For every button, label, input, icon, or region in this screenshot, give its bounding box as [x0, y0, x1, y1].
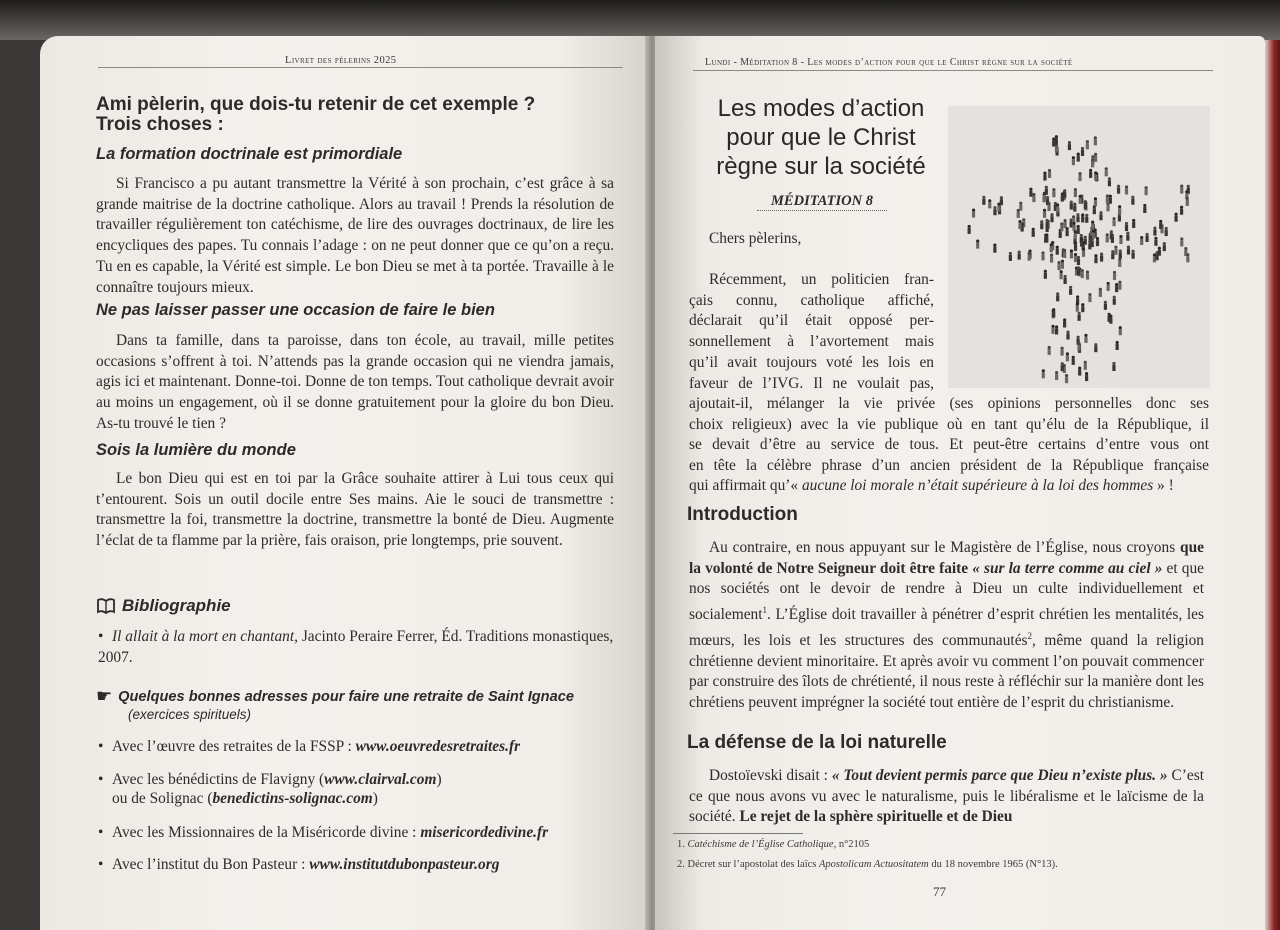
person-figure [1048, 346, 1051, 355]
person-figure [1045, 186, 1048, 195]
introduction-heading: Introduction [687, 504, 798, 525]
person-figure [1065, 374, 1068, 383]
person-figure [1081, 269, 1084, 278]
footnote-2 [677, 859, 1058, 870]
text-line: en tête la célèbre phrase d’un ancien président de la République française [689, 457, 1209, 475]
person-figure [993, 244, 996, 253]
person-figure [1050, 213, 1053, 222]
salutation: Chers pèlerins, [709, 230, 802, 247]
quote-suffix: » ! [1153, 477, 1174, 494]
person-figure [1145, 233, 1148, 242]
person-figure [1052, 188, 1055, 197]
person-figure [1113, 296, 1116, 305]
person-figure [1096, 237, 1099, 246]
person-figure [1060, 222, 1063, 231]
page-heading-line1: Ami pèlerin, que dois-tu retenir de cet exemple ? [96, 94, 536, 115]
text-line: sonnellement à l’avortement mais [689, 333, 934, 351]
person-figure [997, 202, 1000, 211]
address-label: Avec l’institut du Bon Pasteur : [112, 856, 310, 873]
person-figure [1105, 167, 1108, 176]
bibliography-book-title: Il allait à la mort en chantant, [112, 628, 298, 645]
addresses-heading [96, 686, 636, 722]
person-figure [1043, 209, 1046, 218]
person-figure [1154, 237, 1157, 246]
person-figure [1186, 253, 1189, 262]
cross-of-people-image [948, 106, 1210, 388]
bibliography-title: Bibliographie [122, 596, 231, 615]
person-figure [1057, 261, 1060, 270]
person-figure [1074, 230, 1077, 239]
person-figure [1028, 252, 1031, 261]
person-figure [1078, 172, 1081, 181]
running-head-left: Livret des pèlerins 2025 [285, 55, 397, 66]
person-figure [1042, 369, 1045, 378]
header-rule [693, 70, 1213, 71]
person-figure [1077, 256, 1080, 265]
person-figure [1119, 326, 1122, 335]
person-figure [1180, 237, 1183, 246]
person-figure [1108, 177, 1111, 186]
section-text-formation: Si Francisco a pu autant transmettre la Vérité à son prochain, c’est grâce à sa grande maitrise de la doctrine catholique. Alors au travail ! Prends la résolution de travailler régulièrement ton catéchisme, de lire des ouvrages doctrinaux, de lire les encycliques des papes. Tu connais l’adage : on ne peut donner que ce qu’on a reçu. Tu en es capable, la Vérité est simple. Le bon Dieu se met à ta portée. Travaille à le connaître toujours mieux. [96, 175, 614, 296]
intro-continued-text [689, 394, 1209, 477]
person-figure [1063, 318, 1066, 327]
person-figure [1066, 352, 1069, 361]
person-figure [1099, 211, 1102, 220]
person-figure [1106, 202, 1109, 211]
person-figure [1086, 140, 1089, 149]
person-figure [988, 199, 991, 208]
person-figure [1163, 242, 1166, 251]
person-figure [1079, 195, 1082, 204]
text-line: choix religieux) avec la vie publique où en tant qu’élu de la République, il [689, 415, 1209, 433]
intro-text-quote: « sur la terre comme au ciel » [968, 559, 1163, 577]
address-link[interactable]: www.oeuvredesretraites.fr [355, 738, 521, 755]
person-figure [1052, 308, 1055, 317]
person-figure [1132, 219, 1135, 228]
person-figure [1119, 235, 1122, 244]
person-figure [1081, 213, 1084, 222]
person-figure [1092, 230, 1095, 239]
person-figure [1180, 206, 1183, 215]
person-figure [1125, 185, 1128, 194]
person-figure [1069, 286, 1072, 295]
text-line: déclarait qu’il était opposé per- [689, 312, 934, 330]
person-figure [1086, 271, 1089, 280]
person-figure [1032, 193, 1035, 202]
background-top [0, 0, 1280, 40]
person-figure [1118, 258, 1121, 267]
person-figure [1029, 188, 1032, 197]
book-cover-edge [1265, 40, 1280, 930]
person-figure [1063, 249, 1066, 258]
person-figure [1040, 220, 1043, 229]
person-figure [1056, 246, 1059, 255]
footnote-1 [677, 839, 869, 850]
person-figure [1116, 341, 1119, 350]
person-figure [1076, 213, 1079, 222]
person-figure [1077, 153, 1080, 162]
introduction-text [689, 538, 1204, 714]
person-figure [1145, 186, 1148, 195]
person-figure [1104, 301, 1107, 310]
person-figure [1072, 222, 1075, 231]
header-rule [98, 67, 623, 68]
person-figure [1017, 209, 1020, 218]
address-label: Avec l’œuvre des retraites de la FSSP : [112, 738, 356, 755]
intro-text-f: , même quand la religion chrétienne devient minoritaire. Et après avoir vu comment l’on pouvait commencer par construire des îlots de chrétienté, il nous reste à réfléchir sur la manière dont les chrétiens peuvent imprégner la société tout entière de l’esprit du christianisme. [689, 632, 1204, 712]
person-figure [1094, 343, 1097, 352]
person-figure [1074, 253, 1077, 262]
person-figure [1165, 227, 1168, 236]
person-figure [1131, 250, 1134, 259]
address-label: Avec les Missionnaires de la Miséricorde divine : [112, 824, 421, 841]
person-figure [1055, 143, 1058, 152]
person-figure [1055, 371, 1058, 380]
person-figure [1093, 205, 1096, 214]
person-figure [1094, 197, 1097, 206]
person-figure [968, 225, 971, 234]
person-figure [1050, 243, 1053, 252]
person-figure [1109, 315, 1112, 324]
right-page [655, 36, 1265, 930]
person-figure [1125, 222, 1128, 231]
person-figure [972, 208, 975, 217]
footnote-number: 1. [677, 839, 688, 850]
person-figure [1082, 248, 1085, 257]
person-figure [1109, 195, 1112, 204]
person-figure [1094, 254, 1097, 263]
person-figure [1060, 347, 1063, 356]
person-figure [976, 240, 979, 249]
intro-text-bold: que la volonté de Notre Seigneur doit être faite [689, 539, 1204, 577]
left-page [40, 36, 650, 930]
person-figure [1089, 169, 1092, 178]
section-title-formation: La formation doctrinale est primordiale [96, 145, 403, 163]
page-number: 77 [933, 884, 946, 899]
running-head-right: Lundi - Méditation 8 - Les modes d’action pour que le Christ règne sur la société [705, 57, 1073, 68]
person-figure [1019, 202, 1022, 211]
person-figure [1060, 270, 1063, 279]
defense-heading: La défense de la loi naturelle [687, 732, 947, 753]
person-figure [1080, 237, 1083, 246]
person-figure [1084, 361, 1087, 370]
person-figure [1078, 366, 1081, 375]
person-figure [1113, 271, 1116, 280]
person-figure [982, 196, 985, 205]
person-figure [1056, 203, 1059, 212]
person-figure [1158, 247, 1161, 256]
person-figure [1088, 293, 1091, 302]
article-title: Les modes d’action pour que le Christ règne sur la société [716, 95, 926, 180]
person-figure [1061, 260, 1064, 269]
text-line: Récemment, un politicien fran- [709, 271, 934, 288]
person-figure [1073, 203, 1076, 212]
person-figure [1140, 236, 1143, 245]
person-figure [1118, 205, 1121, 214]
defense-quote: « Tout devient permis parce que Dieu n’existe plus. » [831, 767, 1168, 784]
address-item-bon-pasteur: • Avec l’institut du Bon Pasteur : www.institutdubonpasteur.org [98, 856, 500, 873]
person-figure [1117, 185, 1120, 194]
text-line: faveur de l’IVG. Il ne voulait pas, [689, 374, 934, 392]
person-figure [1174, 213, 1177, 222]
book-icon [96, 597, 116, 615]
person-figure [1099, 288, 1102, 297]
footnote-ref-1: 1 [762, 605, 768, 616]
person-figure [1091, 238, 1094, 247]
person-figure [1032, 228, 1035, 237]
person-figure [1119, 249, 1122, 258]
intro-text-d: et que nos sociétés ont le devoir de rendre à Dieu un culte individuellement et socialement [689, 559, 1204, 624]
person-figure [1085, 214, 1088, 223]
person-figure [1094, 171, 1097, 180]
footnote-detail: , n°2105 [833, 839, 870, 850]
quote-text: aucune loi morale n’était supérieure à la loi des hommes [801, 477, 1154, 494]
address-item-flavigny: • Avec les bénédictins de Flavigny (www.clairval.com) [98, 771, 442, 788]
footnote-ref-2: 2 [1027, 630, 1033, 641]
person-figure [1112, 362, 1115, 371]
person-figure [1050, 254, 1053, 263]
person-figure [1107, 282, 1110, 291]
person-figure [1070, 200, 1073, 209]
person-figure [1111, 250, 1114, 259]
person-figure [1072, 356, 1075, 365]
person-figure [993, 206, 996, 215]
footnote-source: Apostolicam Actuositatem [819, 859, 929, 870]
person-figure [1077, 225, 1080, 234]
address-item-misericorde: • Avec les Missionnaires de la Miséricorde divine : misericordedivine.fr [98, 824, 549, 841]
text-line: çais connu, catholique affiché, [689, 291, 934, 309]
person-figure [1186, 197, 1189, 206]
defense-text-bold: Le rejet de la sphère spirituelle et de Dieu [739, 808, 1013, 826]
person-figure [1056, 292, 1059, 301]
bibliography-heading [96, 596, 231, 616]
text-line: se devait d’être au service de tous. Et peut-être certains d’entre vous ont [689, 436, 1209, 454]
person-figure [1153, 226, 1156, 235]
person-figure [1091, 220, 1094, 229]
person-figure [1084, 200, 1087, 209]
intro-text-e: . L’Église doit travailler à pénétrer d’esprit chrétien les mentalités, les mœurs, les lois et les structures des communautés [689, 606, 1204, 650]
person-figure [1072, 156, 1075, 165]
person-figure [1126, 232, 1129, 241]
person-figure [1074, 188, 1077, 197]
footnote-detail: du 18 novembre 1965 (N°13). [928, 859, 1058, 870]
person-figure [1106, 233, 1109, 242]
footnote-rule [673, 833, 803, 834]
person-figure [1091, 158, 1094, 167]
person-figure [1074, 242, 1077, 251]
footnote-source: Catéchisme de l’Église Catholique [687, 839, 834, 850]
person-figure [1009, 252, 1012, 261]
person-figure [1063, 189, 1066, 198]
defense-text [689, 766, 1204, 828]
defense-text-a: Dostoïevski disait : [709, 767, 832, 784]
person-figure [1068, 141, 1071, 150]
section-title-occasion: Ne pas laisser passer une occasion de faire le bien [96, 301, 495, 319]
person-figure [1110, 230, 1113, 239]
person-figure [1044, 234, 1047, 243]
addresses-title: Quelques bonnes adresses pour faire une retraite de Saint Ignace [118, 688, 574, 705]
person-figure [1070, 249, 1073, 258]
person-figure [1115, 283, 1118, 292]
pointing-hand-icon: ☛ [96, 686, 113, 706]
address-link[interactable]: misericordedivine.fr [420, 824, 549, 841]
person-figure [1064, 275, 1067, 284]
person-figure [1143, 204, 1146, 213]
quote-line [689, 477, 1174, 495]
person-figure [1084, 334, 1087, 343]
text-line: ajoutait-il, mélanger la vie privée (ses opinions personnelles donc ses [689, 395, 1209, 412]
address-label: ou de Solignac ( [112, 790, 213, 807]
addresses-subtitle: (exercices spirituels) [128, 707, 252, 722]
person-figure [1081, 147, 1084, 156]
person-figure [1066, 227, 1069, 236]
address-item-fssp: • Avec l’œuvre des retraites de la FSSP : www.oeuvredesretraites.fr [98, 738, 521, 755]
address-label: Avec les bénédictins de Flavigny ( [112, 771, 325, 788]
address-suffix: ) [436, 771, 442, 788]
person-figure [1061, 362, 1064, 371]
person-figure [1077, 266, 1080, 275]
person-figure [1106, 194, 1109, 203]
person-figure [1159, 220, 1162, 229]
person-figure [1127, 245, 1130, 254]
person-figure [1051, 325, 1054, 334]
person-figure [1066, 330, 1069, 339]
person-figure [1018, 251, 1021, 260]
person-figure [1048, 169, 1051, 178]
person-figure [1044, 270, 1047, 279]
section-title-lumiere: Sois la lumière du monde [96, 441, 296, 459]
defense-text-c: C’est ce que nous avons vu avec le naturalisme, puis le libéralisme et le laïcisme de la société. [689, 767, 1204, 826]
intro-wrapped-text [689, 270, 934, 394]
person-figure [1047, 202, 1050, 211]
person-figure [1043, 171, 1046, 180]
quote-prefix: qui affirmait qu’« [689, 477, 802, 494]
person-figure [1055, 325, 1058, 334]
person-figure [1078, 312, 1081, 321]
person-figure [1045, 219, 1048, 228]
address-suffix: ) [372, 790, 378, 807]
person-figure [1041, 251, 1044, 260]
person-figure [1077, 342, 1080, 351]
person-figure [1076, 303, 1079, 312]
footnote-number: 2. [677, 859, 688, 870]
person-figure [1131, 196, 1134, 205]
page-heading [96, 95, 636, 135]
person-figure [1094, 136, 1097, 145]
person-figure [1118, 281, 1121, 290]
bibliography-book-details: Jacinto Peraire Ferrer, Éd. Traditions monastiques, 2007. [98, 628, 614, 666]
meditation-label: MÉDITATION 8 [757, 193, 887, 211]
bibliography-item: • Il allait à la mort en chantant, Jacinto Peraire Ferrer, Éd. Traditions monastiques, 2007. [98, 628, 614, 666]
person-figure [1114, 246, 1117, 255]
person-figure [1085, 372, 1088, 381]
section-text-lumiere: Le bon Dieu qui est en toi par la Grâce souhaite attirer à Lui tous ceux qui t’entourent. Sois un outil docile entre Ses mains. Aie le souci de transmettre : transmettre la foi, transmettre la doctrine, transmettre la bonté de Dieu. Augmente l’éclat de ta flamme par la prière, fais oraison, prie longtemps, prie souvent. [96, 470, 614, 550]
person-figure [1081, 303, 1084, 312]
address-link[interactable]: www.clairval.com [324, 771, 437, 788]
person-figure [1100, 253, 1103, 262]
page-heading-line2: Trois choses : [96, 114, 224, 135]
address-link[interactable]: www.institutdubonpasteur.org [309, 856, 500, 873]
person-figure [1063, 219, 1066, 228]
person-figure [1180, 185, 1183, 194]
address-link[interactable]: benedictins-solignac.com [212, 790, 373, 807]
person-figure [1018, 220, 1021, 229]
intro-text-a: Au contraire, en nous appuyant sur le Magistère de l’Église, nous croyons [709, 539, 1181, 556]
text-line: qu’il avait toujours voté les lois en [689, 353, 934, 371]
crowd-cross-photo [948, 106, 1210, 388]
section-text-occasion: Dans ta famille, dans ta paroisse, dans ton école, au travail, mille petites occasions s’offrent à toi. N’attends pas la grande occasion qui ne viendra jamais, agis ici et maintenant. Donne-toi. Donne de ton temps. Tout catholique devrait avoir au moins un engagement, où il se donne gratuitement pour la gloire du bon Dieu. As-tu trouvé le tien ? [96, 332, 614, 432]
person-figure [1112, 217, 1115, 226]
footnote-prefix: Décret sur l’apostolat des laïcs [687, 859, 819, 870]
address-item-solignac [112, 788, 378, 809]
person-figure [1052, 137, 1055, 146]
